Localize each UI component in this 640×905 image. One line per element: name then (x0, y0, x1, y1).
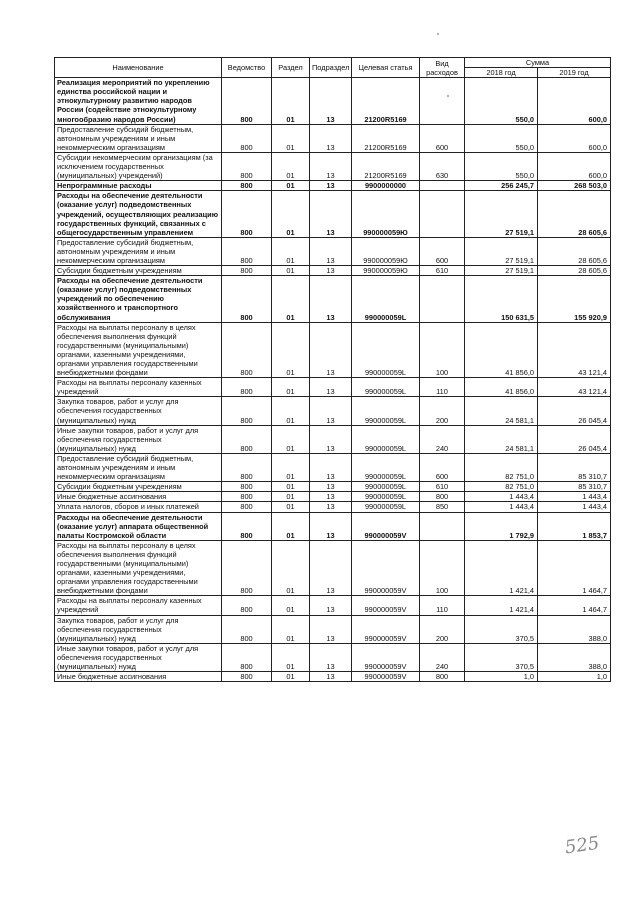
subsection-cell: 13 (310, 672, 352, 682)
sum-2018-cell: 550,0 (465, 124, 538, 152)
table-row (55, 502, 611, 512)
dept-cell: 800 (222, 540, 272, 596)
sum-2019-cell: 1 443,4 (538, 502, 611, 512)
target-cell: 990000059V (352, 512, 420, 540)
table-header (55, 58, 611, 78)
target-cell: 990000059L (352, 482, 420, 492)
target-cell: 990000059L (352, 502, 420, 512)
section-cell: 01 (272, 266, 310, 276)
row-name-cell: Реализация мероприятий по укреплению единства российской нации и этнокультурному развитию народов России (содействие этнокультурному многообразию народов России) (55, 78, 222, 124)
type-cell: 100 (420, 540, 465, 596)
section-cell: 01 (272, 502, 310, 512)
row-name-cell: Расходы на обеспечение деятельности (оказание услуг) аппарата общественной палаты Костромской области (55, 512, 222, 540)
target-cell: 990000059Ю (352, 266, 420, 276)
target-cell: 21200R5169 (352, 124, 420, 152)
dept-cell: 800 (222, 512, 272, 540)
sum-2019-cell: 388,0 (538, 615, 611, 643)
sum-2019-cell: 1 464,7 (538, 540, 611, 596)
row-name-cell: Субсидии некоммерческим организациям (за исключением государственных (муниципальных) учреждений) (55, 152, 222, 180)
sum-2019-cell: 28 605,6 (538, 266, 611, 276)
target-cell: 990000059Ю (352, 237, 420, 265)
table-row (55, 397, 611, 425)
section-cell: 01 (272, 276, 310, 322)
target-cell: 990000059V (352, 596, 420, 615)
table-body (55, 78, 611, 682)
sum-2019-cell: 43 121,4 (538, 322, 611, 378)
type-cell: 200 (420, 397, 465, 425)
sum-2018-cell: 370,5 (465, 643, 538, 671)
sum-2018-cell: 1 792,9 (465, 512, 538, 540)
row-name-cell: Предоставление субсидий бюджетным, автономным учреждениям и иным некоммерческим организациям (55, 237, 222, 265)
sum-2019-cell: 85 310,7 (538, 453, 611, 481)
subsection-cell: 13 (310, 492, 352, 502)
type-cell (420, 191, 465, 237)
row-name-cell: Иные бюджетные ассигнования (55, 492, 222, 502)
subsection-cell: 13 (310, 276, 352, 322)
section-cell: 01 (272, 152, 310, 180)
dept-cell: 800 (222, 78, 272, 124)
row-name-cell: Расходы на выплаты персоналу в целях обеспечения выполнения функций государственными (муниципальными) органами, казенными учреждениями, органами управления государственными внебюджетными фондами (55, 322, 222, 378)
sum-2018-cell: 82 751,0 (465, 482, 538, 492)
row-name-cell: Закупка товаров, работ и услуг для обеспечения государственных (муниципальных) нужд (55, 615, 222, 643)
row-name-cell: Закупка товаров, работ и услуг для обеспечения государственных (муниципальных) нужд (55, 397, 222, 425)
section-cell: 01 (272, 643, 310, 671)
row-name-cell: Иные закупки товаров, работ и услуг для обеспечения государственных (муниципальных) нужд (55, 425, 222, 453)
type-cell (420, 276, 465, 322)
sum-2018-cell: 550,0 (465, 78, 538, 124)
target-cell: 990000059V (352, 540, 420, 596)
table-row (55, 672, 611, 682)
sum-2018-cell: 1 421,4 (465, 596, 538, 615)
section-cell: 01 (272, 397, 310, 425)
row-name-cell: Уплата налогов, сборов и иных платежей (55, 502, 222, 512)
sum-2018-cell: 256 245,7 (465, 181, 538, 191)
dept-cell: 800 (222, 482, 272, 492)
sum-2019-cell: 388,0 (538, 643, 611, 671)
row-name-cell: Иные бюджетные ассигнования (55, 672, 222, 682)
sum-2018-cell: 24 581,1 (465, 425, 538, 453)
target-cell: 9900000000 (352, 181, 420, 191)
sum-2019-cell: 600,0 (538, 152, 611, 180)
dept-cell: 800 (222, 397, 272, 425)
sum-2019-cell: 1 464,7 (538, 596, 611, 615)
target-cell: 990000059L (352, 276, 420, 322)
dept-cell: 800 (222, 378, 272, 397)
col-subsection-header: Подраздел (310, 58, 352, 78)
subsection-cell: 13 (310, 378, 352, 397)
section-cell: 01 (272, 492, 310, 502)
table-row (55, 492, 611, 502)
col-type-header: Вид расходов (420, 58, 465, 78)
sum-2018-cell: 150 631,5 (465, 276, 538, 322)
subsection-cell: 13 (310, 512, 352, 540)
sum-2018-cell: 1 443,4 (465, 492, 538, 502)
section-cell: 01 (272, 540, 310, 596)
section-cell: 01 (272, 181, 310, 191)
dept-cell: 800 (222, 643, 272, 671)
type-cell: 240 (420, 425, 465, 453)
col-sum-header: Сумма (465, 58, 611, 68)
table-row (55, 322, 611, 378)
section-cell: 01 (272, 482, 310, 492)
dept-cell: 800 (222, 425, 272, 453)
table-row (55, 378, 611, 397)
sum-2019-cell: 600,0 (538, 78, 611, 124)
dept-cell: 800 (222, 124, 272, 152)
dept-cell: 800 (222, 453, 272, 481)
target-cell: 990000059L (352, 397, 420, 425)
sum-2018-cell: 27 519,1 (465, 266, 538, 276)
target-cell: 21200R5169 (352, 152, 420, 180)
sum-2018-cell: 27 519,1 (465, 191, 538, 237)
dept-cell: 800 (222, 191, 272, 237)
sum-2019-cell: 43 121,4 (538, 378, 611, 397)
type-cell: 600 (420, 237, 465, 265)
target-cell: 990000059V (352, 615, 420, 643)
type-cell: 610 (420, 482, 465, 492)
subsection-cell: 13 (310, 482, 352, 492)
row-name-cell: Расходы на выплаты персоналу казенных учреждений (55, 378, 222, 397)
row-name-cell: Расходы на обеспечение деятельности (оказание услуг) подведомственных учреждений по обеспечению хозяйственного и транспортного обслуживания (55, 276, 222, 322)
table-row (55, 540, 611, 596)
type-cell: 110 (420, 596, 465, 615)
dept-cell: 800 (222, 502, 272, 512)
sum-2018-cell: 1,0 (465, 672, 538, 682)
type-cell: 110 (420, 378, 465, 397)
sum-2018-cell: 27 519,1 (465, 237, 538, 265)
dept-cell: 800 (222, 266, 272, 276)
dept-cell: 800 (222, 615, 272, 643)
target-cell: 990000059Ю (352, 191, 420, 237)
subsection-cell: 13 (310, 643, 352, 671)
type-cell: 610 (420, 266, 465, 276)
section-cell: 01 (272, 672, 310, 682)
section-cell: 01 (272, 322, 310, 378)
sum-2019-cell: 155 920,9 (538, 276, 611, 322)
target-cell: 990000059L (352, 453, 420, 481)
sum-2019-cell: 268 503,0 (538, 181, 611, 191)
table-row (55, 512, 611, 540)
subsection-cell: 13 (310, 502, 352, 512)
subsection-cell: 13 (310, 152, 352, 180)
sum-2019-cell: 28 605,6 (538, 237, 611, 265)
subsection-cell: 13 (310, 540, 352, 596)
row-name-cell: Расходы на выплаты персоналу в целях обеспечения выполнения функций государственными (муниципальными) органами, казенными учреждениями, органами управления государственными внебюджетными фондами (55, 540, 222, 596)
section-cell: 01 (272, 237, 310, 265)
section-cell: 01 (272, 512, 310, 540)
dept-cell: 800 (222, 152, 272, 180)
type-cell: 600 (420, 453, 465, 481)
table-row (55, 425, 611, 453)
type-cell: 100 (420, 322, 465, 378)
sum-2019-cell: 28 605,6 (538, 191, 611, 237)
dept-cell: 800 (222, 672, 272, 682)
section-cell: 01 (272, 615, 310, 643)
type-cell: 600 (420, 124, 465, 152)
sum-2018-cell: 550,0 (465, 152, 538, 180)
subsection-cell: 13 (310, 596, 352, 615)
page-number: 525 (563, 832, 601, 859)
subsection-cell: 13 (310, 124, 352, 152)
target-cell: 990000059L (352, 322, 420, 378)
col-name-header: Наименование (55, 58, 222, 78)
sum-2019-cell: 1 443,4 (538, 492, 611, 502)
table-row (55, 124, 611, 152)
table-row (55, 237, 611, 265)
col-2019-header: 2019 год (538, 68, 611, 78)
section-cell: 01 (272, 453, 310, 481)
subsection-cell: 13 (310, 266, 352, 276)
type-cell: 240 (420, 643, 465, 671)
sum-2019-cell: 26 045,4 (538, 397, 611, 425)
subsection-cell: 13 (310, 322, 352, 378)
target-cell: 990000059L (352, 425, 420, 453)
sum-2018-cell: 24 581,1 (465, 397, 538, 425)
target-cell: 21200R5169 (352, 78, 420, 124)
sum-2018-cell: 41 856,0 (465, 378, 538, 397)
type-cell (420, 78, 465, 124)
table-row (55, 191, 611, 237)
row-name-cell: Расходы на выплаты персоналу казенных учреждений (55, 596, 222, 615)
col-section-header: Раздел (272, 58, 310, 78)
sum-2019-cell: 26 045,4 (538, 425, 611, 453)
dept-cell: 800 (222, 596, 272, 615)
dept-cell: 800 (222, 181, 272, 191)
target-cell: 990000059L (352, 378, 420, 397)
row-name-cell: Непрограммные расходы (55, 181, 222, 191)
target-cell: 990000059L (352, 492, 420, 502)
section-cell: 01 (272, 378, 310, 397)
type-cell: 630 (420, 152, 465, 180)
col-dept-header: Ведомство (222, 58, 272, 78)
table-row (55, 596, 611, 615)
table-row (55, 453, 611, 481)
table-row (55, 181, 611, 191)
type-cell: 800 (420, 672, 465, 682)
dept-cell: 800 (222, 492, 272, 502)
subsection-cell: 13 (310, 191, 352, 237)
subsection-cell: 13 (310, 425, 352, 453)
sum-2018-cell: 82 751,0 (465, 453, 538, 481)
section-cell: 01 (272, 124, 310, 152)
subsection-cell: 13 (310, 397, 352, 425)
sum-2019-cell: 600,0 (538, 124, 611, 152)
section-cell: 01 (272, 78, 310, 124)
target-cell: 990000059V (352, 672, 420, 682)
row-name-cell: Расходы на обеспечение деятельности (оказание услуг) подведомственных учреждений, осуществляющих реализацию государственных функций, связанных с общегосударственным управлением (55, 191, 222, 237)
row-name-cell: Предоставление субсидий бюджетным, автономным учреждениям и иным некоммерческим организациям (55, 124, 222, 152)
table-row (55, 643, 611, 671)
dept-cell: 800 (222, 237, 272, 265)
dept-cell: 800 (222, 322, 272, 378)
subsection-cell: 13 (310, 181, 352, 191)
type-cell: 850 (420, 502, 465, 512)
table-row (55, 266, 611, 276)
row-name-cell: Предоставление субсидий бюджетным, автономным учреждениям и иным некоммерческим организациям (55, 453, 222, 481)
table-row (55, 78, 611, 124)
table-row (55, 276, 611, 322)
subsection-cell: 13 (310, 237, 352, 265)
type-cell (420, 181, 465, 191)
type-cell (420, 512, 465, 540)
section-cell: 01 (272, 425, 310, 453)
sum-2018-cell: 41 856,0 (465, 322, 538, 378)
sum-2018-cell: 370,5 (465, 615, 538, 643)
subsection-cell: 13 (310, 453, 352, 481)
row-name-cell: Субсидии бюджетным учреждениям (55, 482, 222, 492)
sum-2019-cell: 1,0 (538, 672, 611, 682)
scan-speck (437, 33, 439, 35)
target-cell: 990000059V (352, 643, 420, 671)
col-2018-header: 2018 год (465, 68, 538, 78)
sum-2018-cell: 1 421,4 (465, 540, 538, 596)
section-cell: 01 (272, 596, 310, 615)
row-name-cell: Иные закупки товаров, работ и услуг для обеспечения государственных (муниципальных) нужд (55, 643, 222, 671)
sum-2019-cell: 85 310,7 (538, 482, 611, 492)
table-row (55, 152, 611, 180)
section-cell: 01 (272, 191, 310, 237)
table-row (55, 615, 611, 643)
sum-2019-cell: 1 853,7 (538, 512, 611, 540)
type-cell: 800 (420, 492, 465, 502)
table-row (55, 482, 611, 492)
subsection-cell: 13 (310, 78, 352, 124)
budget-table (54, 57, 611, 682)
subsection-cell: 13 (310, 615, 352, 643)
type-cell: 200 (420, 615, 465, 643)
row-name-cell: Субсидии бюджетным учреждениям (55, 266, 222, 276)
dept-cell: 800 (222, 276, 272, 322)
sum-2018-cell: 1 443,4 (465, 502, 538, 512)
col-target-header: Целевая статья (352, 58, 420, 78)
